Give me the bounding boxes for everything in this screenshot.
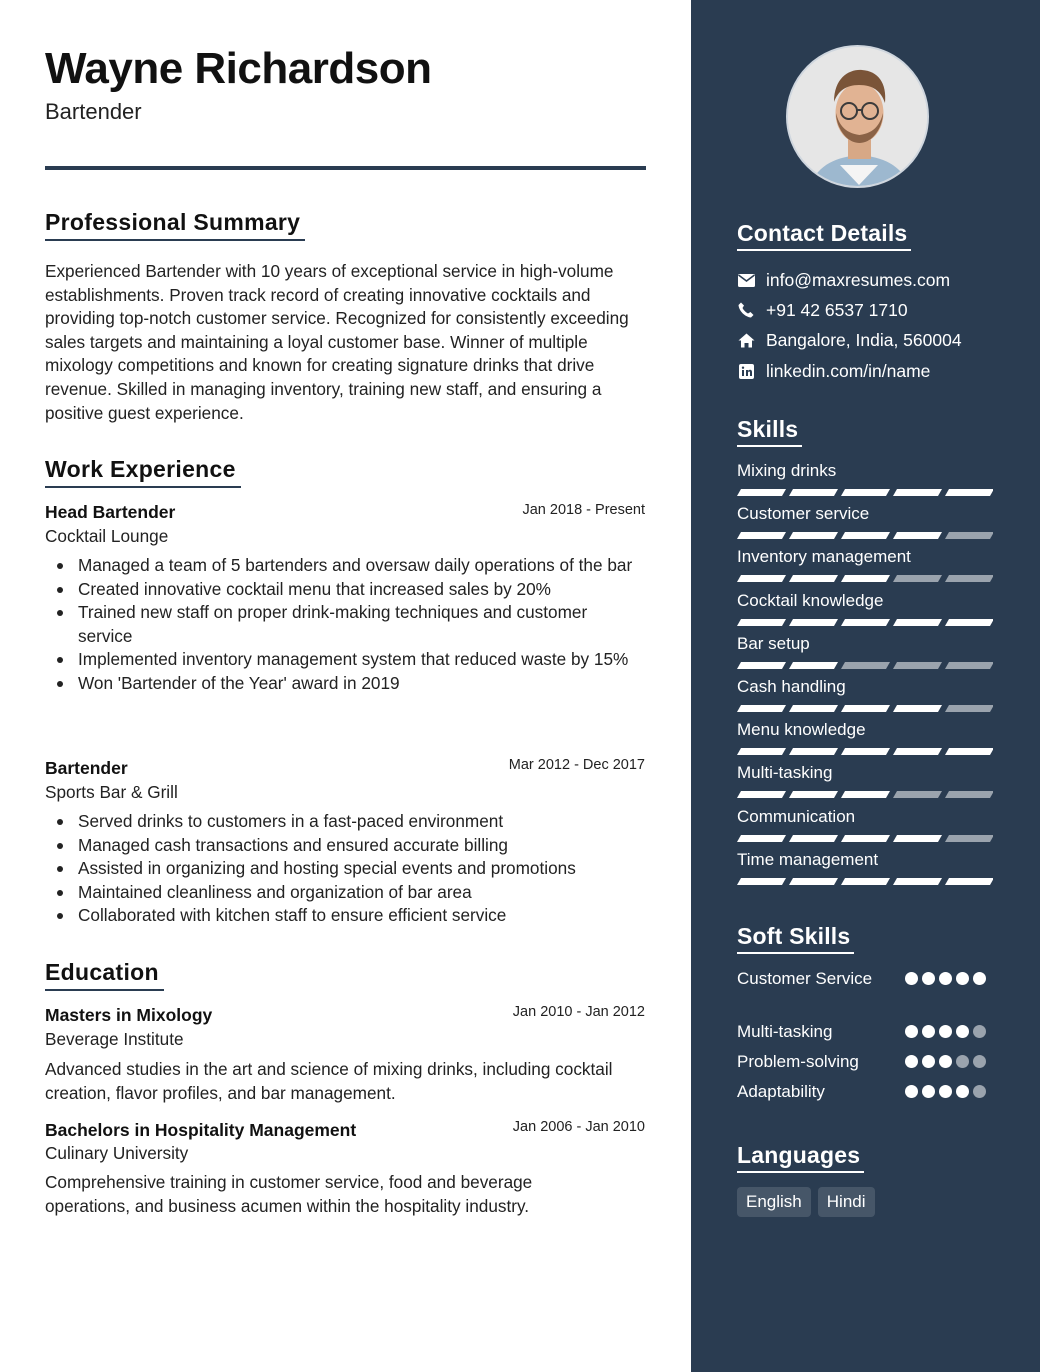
soft-skill-name: Multi-tasking <box>737 1022 833 1041</box>
skill-segment-filled <box>789 575 838 582</box>
school-name: Beverage Institute <box>45 1029 184 1049</box>
contact-heading: Contact Details <box>737 220 911 251</box>
skill-name: Inventory management <box>737 547 911 566</box>
soft-skill-rating <box>905 1085 986 1098</box>
rating-dot-empty <box>956 1055 969 1068</box>
skill-name: Mixing drinks <box>737 461 837 480</box>
skill-segment-filled <box>737 748 786 755</box>
job-bullets <box>45 554 635 696</box>
skill-level-bar <box>737 489 993 496</box>
skill-segment-empty <box>893 575 942 582</box>
skill-segment-filled <box>737 791 786 798</box>
job-bullets <box>45 810 635 928</box>
soft-skill-rating <box>905 1055 986 1068</box>
phone-text: +91 42 6537 1710 <box>766 299 908 320</box>
skill-segment-filled <box>789 878 838 885</box>
contact-phone[interactable] <box>737 298 908 322</box>
rating-dot-filled <box>922 972 935 985</box>
skill-segment-empty <box>945 705 993 712</box>
skills-heading: Skills <box>737 416 802 447</box>
rating-dot-filled <box>905 1085 918 1098</box>
rating-dot-filled <box>905 1025 918 1038</box>
rating-dot-filled <box>973 972 986 985</box>
envelope-icon <box>737 271 755 289</box>
list-item: Created innovative cocktail menu that increased sales by 20% <box>45 578 635 602</box>
skill-segment-filled <box>841 748 890 755</box>
rating-dot-filled <box>922 1055 935 1068</box>
skill-segment-empty <box>841 662 890 669</box>
list-item: Assisted in organizing and hosting special events and promotions <box>45 857 635 881</box>
job-company: Cocktail Lounge <box>45 526 169 546</box>
skill-segment-filled <box>945 878 993 885</box>
header-divider <box>45 166 646 170</box>
contact-address <box>737 328 962 352</box>
soft-skills-heading: Soft Skills <box>737 923 854 954</box>
school-name: Culinary University <box>45 1143 189 1163</box>
skill-segment-filled <box>841 835 890 842</box>
list-item: Served drinks to customers in a fast-paced environment <box>45 810 635 834</box>
list-item: Managed cash transactions and ensured accurate billing <box>45 834 635 858</box>
rating-dot-filled <box>939 1055 952 1068</box>
skill-segment-filled <box>789 705 838 712</box>
skill-level-bar <box>737 532 993 539</box>
degree-dates: Jan 2006 - Jan 2010 <box>512 1119 645 1135</box>
rating-dot-empty <box>973 1085 986 1098</box>
skill-name: Time management <box>737 850 879 869</box>
skill-segment-empty <box>945 662 993 669</box>
home-icon <box>737 331 755 349</box>
skill-level-bar <box>737 835 993 842</box>
skill-segment-filled <box>893 532 942 539</box>
skill-segment-empty <box>945 791 993 798</box>
skill-segment-filled <box>789 662 838 669</box>
email-text: info@maxresumes.com <box>766 269 951 290</box>
linkedin-text: linkedin.com/in/name <box>766 360 931 381</box>
skill-segment-filled <box>789 532 838 539</box>
skill-level-bar <box>737 662 993 669</box>
skill-segment-filled <box>893 619 942 626</box>
rating-dot-empty <box>973 1055 986 1068</box>
profile-photo <box>786 45 929 188</box>
list-item: Won 'Bartender of the Year' award in 2019 <box>45 672 635 696</box>
degree-dates: Jan 2010 - Jan 2012 <box>512 1004 645 1020</box>
skill-segment-filled <box>737 662 786 669</box>
skill-level-bar <box>737 878 993 885</box>
language-chip: English <box>737 1187 811 1217</box>
degree-description: Comprehensive training in customer service, food and beverage operations, and business acumen within the hospitality industry. <box>45 1172 533 1216</box>
linkedin-icon <box>737 362 755 380</box>
soft-skill-name: Customer Service <box>737 969 873 988</box>
skill-name: Cash handling <box>737 677 846 696</box>
skill-segment-filled <box>789 835 838 842</box>
soft-skill-name: Problem-solving <box>737 1052 859 1071</box>
skill-level-bar <box>737 705 993 712</box>
languages-heading: Languages <box>737 1142 864 1173</box>
rating-dot-filled <box>939 1085 952 1098</box>
skill-segment-filled <box>789 748 838 755</box>
degree-description: Advanced studies in the art and science of mixing drinks, including cocktail creation, flavor profiles, and bar management. <box>45 1059 613 1103</box>
skill-name: Cocktail knowledge <box>737 591 884 610</box>
job-dates: Jan 2018 - Present <box>522 502 645 518</box>
soft-skill-rating <box>905 1025 986 1038</box>
contact-email[interactable] <box>737 268 950 292</box>
skill-name: Bar setup <box>737 634 810 653</box>
skill-segment-filled <box>841 705 890 712</box>
skill-segment-filled <box>737 878 786 885</box>
experience-heading: Work Experience <box>45 456 241 488</box>
rating-dot-filled <box>905 1055 918 1068</box>
skill-segment-filled <box>737 489 786 496</box>
skill-segment-filled <box>841 791 890 798</box>
candidate-title: Bartender <box>45 99 142 124</box>
rating-dot-filled <box>922 1025 935 1038</box>
language-chip: Hindi <box>818 1187 875 1217</box>
skill-segment-filled <box>737 705 786 712</box>
skill-segment-filled <box>945 489 993 496</box>
skill-level-bar <box>737 619 993 626</box>
rating-dot-filled <box>922 1085 935 1098</box>
skill-segment-filled <box>841 878 890 885</box>
list-item: Managed a team of 5 bartenders and oversaw daily operations of the bar <box>45 554 635 578</box>
education-heading: Education <box>45 959 164 991</box>
skill-segment-empty <box>893 791 942 798</box>
skill-segment-filled <box>893 878 942 885</box>
skill-segment-filled <box>789 619 838 626</box>
rating-dot-empty <box>973 1025 986 1038</box>
contact-linkedin[interactable] <box>737 359 930 383</box>
list-item: Maintained cleanliness and organization of bar area <box>45 881 635 905</box>
degree-title: Bachelors in Hospitality Management <box>45 1120 357 1140</box>
skill-segment-filled <box>737 835 786 842</box>
rating-dot-filled <box>956 1085 969 1098</box>
soft-skill-rating <box>905 972 986 985</box>
skill-segment-filled <box>893 705 942 712</box>
soft-skill-name: Adaptability <box>737 1082 825 1101</box>
skill-segment-filled <box>841 575 890 582</box>
skill-segment-filled <box>893 489 942 496</box>
skill-segment-filled <box>841 532 890 539</box>
job-title: Head Bartender <box>45 502 176 522</box>
degree-title: Masters in Mixology <box>45 1005 213 1025</box>
skill-segment-empty <box>945 575 993 582</box>
summary-heading: Professional Summary <box>45 209 305 241</box>
skill-segment-filled <box>945 748 993 755</box>
skill-name: Multi-tasking <box>737 763 833 782</box>
skill-segment-filled <box>737 575 786 582</box>
list-item: Trained new staff on proper drink-making techniques and customer service <box>45 601 635 648</box>
skill-segment-filled <box>841 489 890 496</box>
rating-dot-filled <box>939 972 952 985</box>
skill-level-bar <box>737 791 993 798</box>
skill-name: Customer service <box>737 504 870 523</box>
address-text: Bangalore, India, 560004 <box>766 329 962 350</box>
summary-text: Experienced Bartender with 10 years of exceptional service in high-volume establishments. Proven track record of creating innovative cocktails and providing top-notch customer service. Recognized for consistently exceeding sales targets and maintaining a loyal customer base. Winner of multiple mixology competitions and known for creating signature drinks that drive revenue. Skilled in managing inventory, training new staff, and ensuring a positive guest experience. <box>45 261 629 423</box>
skill-name: Menu knowledge <box>737 720 866 739</box>
skill-segment-filled <box>737 532 786 539</box>
list-item: Implemented inventory management system that reduced waste by 15% <box>45 648 635 672</box>
skill-segment-filled <box>789 791 838 798</box>
skill-segment-filled <box>893 835 942 842</box>
skill-level-bar <box>737 748 993 755</box>
skill-segment-filled <box>893 748 942 755</box>
list-item: Collaborated with kitchen staff to ensure efficient service <box>45 904 635 928</box>
skill-segment-filled <box>789 489 838 496</box>
skill-segment-empty <box>945 532 993 539</box>
skill-segment-filled <box>737 619 786 626</box>
skill-segment-empty <box>893 662 942 669</box>
job-title: Bartender <box>45 758 128 778</box>
skill-segment-empty <box>945 835 993 842</box>
job-dates: Mar 2012 - Dec 2017 <box>508 757 645 773</box>
skill-level-bar <box>737 575 993 582</box>
rating-dot-filled <box>956 1025 969 1038</box>
rating-dot-filled <box>939 1025 952 1038</box>
skill-name: Communication <box>737 807 856 826</box>
language-list <box>737 1187 875 1217</box>
rating-dot-filled <box>956 972 969 985</box>
skill-segment-filled <box>841 619 890 626</box>
portrait-image <box>788 47 929 188</box>
rating-dot-filled <box>905 972 918 985</box>
phone-icon <box>737 301 755 319</box>
job-company: Sports Bar & Grill <box>45 782 178 802</box>
candidate-name: Wayne Richardson <box>45 44 432 93</box>
skill-segment-filled <box>945 619 993 626</box>
